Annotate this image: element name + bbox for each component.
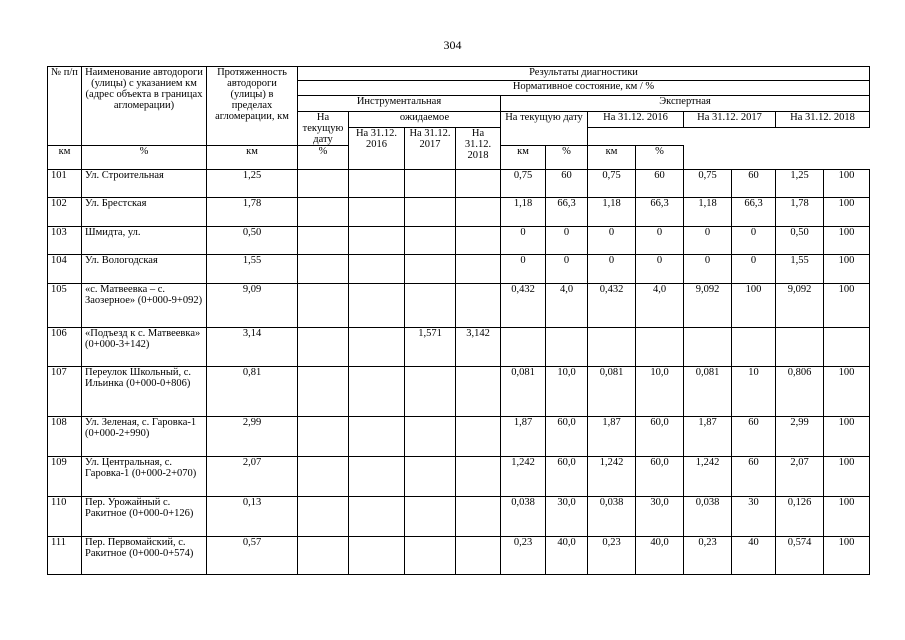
inst-current (298, 417, 349, 457)
road-name: Ул. Брестская (82, 198, 207, 227)
inst-2017 (405, 255, 456, 284)
header-exp-2017: На 31.12. 2017 (684, 112, 776, 128)
exp-current-pct: 60 (546, 170, 588, 198)
exp-2018-pct: 100 (824, 497, 870, 537)
exp-2018-pct: 100 (824, 227, 870, 255)
diagnostics-table (47, 66, 870, 575)
inst-2016 (349, 255, 405, 284)
exp-2017-pct: 60 (732, 417, 776, 457)
exp-2017-km: 0,081 (684, 367, 732, 417)
exp-current-km (501, 328, 546, 367)
road-length: 0,50 (207, 227, 298, 255)
row-num: 107 (48, 367, 82, 417)
table-row (48, 417, 870, 457)
road-length: 3,14 (207, 328, 298, 367)
exp-2018-pct: 100 (824, 284, 870, 328)
header-km: км (207, 146, 298, 170)
exp-2016-km: 0 (588, 227, 636, 255)
header-km: км (48, 146, 82, 170)
table-body (48, 170, 870, 575)
inst-2018 (456, 457, 501, 497)
table-row (48, 497, 870, 537)
exp-2017-km: 0 (684, 255, 732, 284)
road-name: Ул. Зеленая, с. Гаровка-1 (0+000-2+990) (82, 417, 207, 457)
header-pct: % (298, 146, 349, 170)
row-num: 111 (48, 537, 82, 575)
inst-2016 (349, 198, 405, 227)
exp-2018-km: 1,78 (776, 198, 824, 227)
row-num: 102 (48, 198, 82, 227)
row-num: 110 (48, 497, 82, 537)
exp-current-pct: 4,0 (546, 284, 588, 328)
road-length: 0,81 (207, 367, 298, 417)
header-pct: % (546, 146, 588, 170)
exp-2016-pct: 60,0 (636, 457, 684, 497)
exp-2016-pct (636, 328, 684, 367)
exp-2016-km: 1,242 (588, 457, 636, 497)
exp-2017-pct: 0 (732, 255, 776, 284)
exp-2017-pct: 10 (732, 367, 776, 417)
exp-current-pct (546, 328, 588, 367)
exp-2016-km: 0,75 (588, 170, 636, 198)
exp-2017-km: 9,092 (684, 284, 732, 328)
road-length: 1,78 (207, 198, 298, 227)
exp-2016-pct: 60 (636, 170, 684, 198)
exp-current-km: 1,87 (501, 417, 546, 457)
header-inst-2018: На 31.12. 2018 (456, 128, 501, 170)
road-name: Переулок Школьный, с. Ильинка (0+000-0+806) (82, 367, 207, 417)
road-name: Ул. Строительная (82, 170, 207, 198)
exp-2018-km: 0,126 (776, 497, 824, 537)
exp-current-pct: 0 (546, 227, 588, 255)
inst-2017 (405, 497, 456, 537)
inst-2018 (456, 537, 501, 575)
header-length: Протяженность автодороги (улицы) в пределах агломерации, км (207, 67, 298, 146)
exp-2017-km: 1,87 (684, 417, 732, 457)
header-results: Результаты диагностики (298, 67, 870, 81)
exp-current-pct: 30,0 (546, 497, 588, 537)
exp-2016-km: 1,18 (588, 198, 636, 227)
exp-current-km: 0,75 (501, 170, 546, 198)
header-inst-2016: На 31.12. 2016 (349, 128, 405, 170)
exp-2017-km: 0,23 (684, 537, 732, 575)
exp-2017-pct: 60 (732, 170, 776, 198)
exp-2018-km: 1,55 (776, 255, 824, 284)
exp-2017-km: 1,18 (684, 198, 732, 227)
exp-2016-pct: 30,0 (636, 497, 684, 537)
exp-2016-km: 0,081 (588, 367, 636, 417)
exp-current-pct: 40,0 (546, 537, 588, 575)
exp-2018-pct: 100 (824, 255, 870, 284)
road-length: 2,07 (207, 457, 298, 497)
inst-2017 (405, 417, 456, 457)
exp-2016-pct: 10,0 (636, 367, 684, 417)
exp-2016-km: 0,038 (588, 497, 636, 537)
inst-current (298, 457, 349, 497)
header-exp-2018: На 31.12. 2018 (776, 112, 870, 128)
exp-2018-pct (824, 328, 870, 367)
road-length: 0,57 (207, 537, 298, 575)
inst-2017: 1,571 (405, 328, 456, 367)
road-length: 1,55 (207, 255, 298, 284)
exp-2018-pct: 100 (824, 537, 870, 575)
exp-2016-pct: 0 (636, 255, 684, 284)
inst-2018 (456, 255, 501, 284)
exp-2017-pct: 100 (732, 284, 776, 328)
row-num: 105 (48, 284, 82, 328)
row-num: 109 (48, 457, 82, 497)
exp-current-km: 0,081 (501, 367, 546, 417)
inst-current (298, 537, 349, 575)
exp-2018-pct: 100 (824, 417, 870, 457)
exp-2016-pct: 0 (636, 227, 684, 255)
inst-2018 (456, 497, 501, 537)
inst-2018 (456, 417, 501, 457)
inst-2017 (405, 284, 456, 328)
exp-current-km: 1,18 (501, 198, 546, 227)
exp-current-km: 0,038 (501, 497, 546, 537)
header-inst-current: На текущую дату (298, 112, 349, 146)
exp-2017-pct: 40 (732, 537, 776, 575)
row-num: 104 (48, 255, 82, 284)
inst-2016 (349, 457, 405, 497)
table-header (48, 67, 870, 170)
exp-current-km: 0,23 (501, 537, 546, 575)
inst-2018 (456, 170, 501, 198)
exp-2017-km: 0,038 (684, 497, 732, 537)
exp-2017-km: 0,75 (684, 170, 732, 198)
row-num: 108 (48, 417, 82, 457)
table-row (48, 198, 870, 227)
inst-2016 (349, 537, 405, 575)
exp-current-pct: 60,0 (546, 417, 588, 457)
header-name: Наименование автодороги (улицы) с указанием км (адрес объекта в границах агломерации) (82, 67, 207, 146)
inst-2016 (349, 497, 405, 537)
exp-2016-pct: 4,0 (636, 284, 684, 328)
exp-current-km: 0,432 (501, 284, 546, 328)
inst-2018 (456, 284, 501, 328)
inst-2017 (405, 227, 456, 255)
road-name: «с. Матвеевка – с. Заозерное» (0+000-9+092) (82, 284, 207, 328)
table-row (48, 255, 870, 284)
exp-2016-km: 0 (588, 255, 636, 284)
exp-2018-km (776, 328, 824, 367)
road-name: Ул. Вологодская (82, 255, 207, 284)
header-exp-current: На текущую дату (501, 112, 588, 146)
exp-2017-km: 0 (684, 227, 732, 255)
inst-2017 (405, 170, 456, 198)
exp-2018-pct: 100 (824, 198, 870, 227)
header-inst-expected: ожидаемое (349, 112, 501, 128)
exp-current-km: 1,242 (501, 457, 546, 497)
exp-current-pct: 0 (546, 255, 588, 284)
exp-2017-pct: 0 (732, 227, 776, 255)
inst-2017 (405, 367, 456, 417)
exp-2018-pct: 100 (824, 457, 870, 497)
inst-current (298, 367, 349, 417)
page-number: 304 (443, 38, 462, 52)
exp-2017-pct: 30 (732, 497, 776, 537)
header-pct: % (636, 146, 684, 170)
exp-2016-km: 0,432 (588, 284, 636, 328)
inst-2016 (349, 417, 405, 457)
inst-current (298, 227, 349, 255)
inst-2016 (349, 284, 405, 328)
table-row (48, 367, 870, 417)
inst-current (298, 255, 349, 284)
road-length: 2,99 (207, 417, 298, 457)
exp-2016-km (588, 328, 636, 367)
exp-2017-pct (732, 328, 776, 367)
row-num: 106 (48, 328, 82, 367)
exp-2018-km: 2,99 (776, 417, 824, 457)
road-name: Пер. Первомайский, с. Ракитное (0+000-0+574) (82, 537, 207, 575)
exp-2018-km: 1,25 (776, 170, 824, 198)
inst-2018 (456, 367, 501, 417)
table-row (48, 227, 870, 255)
table-row (48, 537, 870, 575)
inst-current (298, 328, 349, 367)
exp-2016-pct: 40,0 (636, 537, 684, 575)
exp-2017-pct: 66,3 (732, 198, 776, 227)
exp-2018-pct: 100 (824, 170, 870, 198)
inst-2016 (349, 170, 405, 198)
road-name: «Подъезд к с. Матвеевка» (0+000-3+142) (82, 328, 207, 367)
exp-2018-km: 0,806 (776, 367, 824, 417)
table-row (48, 457, 870, 497)
exp-current-pct: 60,0 (546, 457, 588, 497)
header-expert: Экспертная (501, 96, 870, 112)
inst-2016 (349, 227, 405, 255)
exp-2018-km: 9,092 (776, 284, 824, 328)
road-length: 9,09 (207, 284, 298, 328)
exp-current-km: 0 (501, 255, 546, 284)
inst-current (298, 198, 349, 227)
header-km: км (588, 146, 636, 170)
inst-current (298, 170, 349, 198)
inst-2017 (405, 457, 456, 497)
row-num: 101 (48, 170, 82, 198)
exp-2016-pct: 60,0 (636, 417, 684, 457)
exp-current-pct: 66,3 (546, 198, 588, 227)
exp-2017-km: 1,242 (684, 457, 732, 497)
road-length: 0,13 (207, 497, 298, 537)
table-row (48, 170, 870, 198)
exp-2018-km: 0,574 (776, 537, 824, 575)
header-normative: Нормативное состояние, км / % (298, 81, 870, 96)
row-num: 103 (48, 227, 82, 255)
inst-2018: 3,142 (456, 328, 501, 367)
exp-2018-pct: 100 (824, 367, 870, 417)
exp-2016-km: 0,23 (588, 537, 636, 575)
exp-2018-km: 0,50 (776, 227, 824, 255)
table-row (48, 328, 870, 367)
road-length: 1,25 (207, 170, 298, 198)
exp-2017-km (684, 328, 732, 367)
inst-2017 (405, 537, 456, 575)
header-instrumental: Инструментальная (298, 96, 501, 112)
road-name: Пер. Урожайный с. Ракитное (0+000-0+126) (82, 497, 207, 537)
inst-2018 (456, 198, 501, 227)
header-km: км (501, 146, 546, 170)
exp-current-pct: 10,0 (546, 367, 588, 417)
exp-2016-km: 1,87 (588, 417, 636, 457)
road-name: Шмидта, ул. (82, 227, 207, 255)
inst-2016 (349, 328, 405, 367)
inst-2016 (349, 367, 405, 417)
inst-current (298, 497, 349, 537)
exp-2016-pct: 66,3 (636, 198, 684, 227)
table-row (48, 284, 870, 328)
header-inst-2017: На 31.12. 2017 (405, 128, 456, 170)
inst-2018 (456, 227, 501, 255)
header-num: № п/п (48, 67, 82, 146)
exp-current-km: 0 (501, 227, 546, 255)
inst-current (298, 284, 349, 328)
road-name: Ул. Центральная, с. Гаровка-1 (0+000-2+070) (82, 457, 207, 497)
header-exp-2016: На 31.12. 2016 (588, 112, 684, 128)
exp-2017-pct: 60 (732, 457, 776, 497)
header-pct: % (82, 146, 207, 170)
inst-2017 (405, 198, 456, 227)
exp-2018-km: 2,07 (776, 457, 824, 497)
